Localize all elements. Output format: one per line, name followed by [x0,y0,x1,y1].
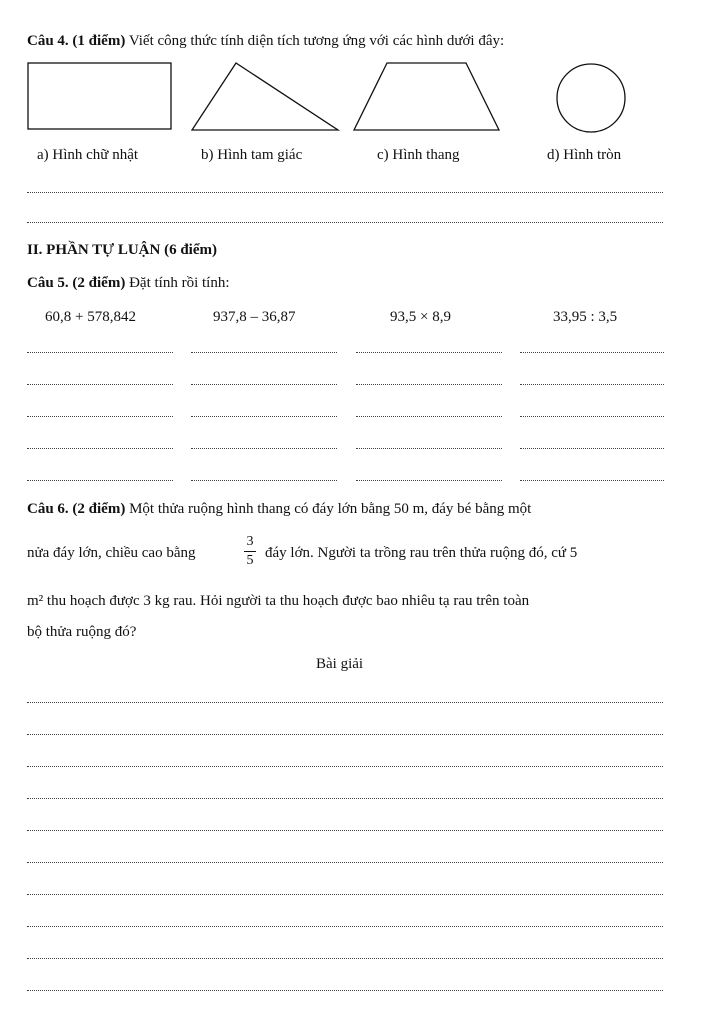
work-line [520,480,664,481]
q4-text: Viết công thức tính diện tích tương ứng với các hình dưới đây: [128,33,505,49]
q5-heading: Câu 5. (2 điểm) [27,275,126,291]
work-line [520,352,664,353]
fraction-bar [244,551,256,552]
solution-line [27,798,663,799]
work-line [356,448,502,449]
q6-line2-before: nửa đáy lớn, chiều cao bằng [27,545,196,561]
work-line [356,480,502,481]
expr-subtraction: 937,8 – 36,87 [213,309,296,325]
solution-line [27,894,663,895]
answer-line [27,222,663,223]
solution-title: Bài giải [316,656,364,672]
q4-heading: Câu 4. (1 điểm) [27,33,126,49]
answer-line [27,192,663,193]
solution-line [27,702,663,703]
expr-addition: 60,8 + 578,842 [45,309,136,325]
work-line [520,384,664,385]
q6-line4: bộ thửa ruộng đó? [27,624,137,640]
trapezoid-shape [354,63,499,130]
work-line [191,352,337,353]
fraction [244,535,256,568]
solution-line [27,958,663,959]
work-line [356,384,502,385]
solution-line [27,990,663,991]
work-line [27,448,173,449]
q6-line1-text: Một thửa ruộng hình thang có đáy lớn bằng 50 m, đáy bé bằng một [129,501,532,517]
work-line [191,480,337,481]
expr-division: 33,95 : 3,5 [553,309,618,325]
q6-line2-after: đáy lớn. Người ta trồng rau trên thửa ruộng đó, cứ 5 [265,545,578,561]
label-triangle: b) Hình tam giác [201,147,303,163]
triangle-shape [192,63,338,130]
part2-heading: II. PHẦN TỰ LUẬN (6 điểm) [27,242,217,258]
shapes-figure [0,0,717,200]
q6-heading: Câu 6. (2 điểm) [27,501,126,517]
work-line [27,416,173,417]
solution-line [27,862,663,863]
q6-line3: m² thu hoạch được 3 kg rau. Hỏi người ta thu hoạch được bao nhiêu tạ rau trên toàn [27,593,530,609]
work-line [520,448,664,449]
circle-shape [557,64,625,132]
solution-line [27,926,663,927]
work-line [356,416,502,417]
label-circle: d) Hình tròn [547,147,622,163]
q5-text: Đặt tính rồi tính: [129,275,230,291]
work-line [520,416,664,417]
q6-line1 [27,501,531,518]
work-line [191,384,337,385]
work-line [191,448,337,449]
work-line [191,416,337,417]
work-line [27,480,173,481]
solution-line [27,766,663,767]
solution-line [27,830,663,831]
fraction-numerator: 3 [246,534,254,549]
work-line [27,352,173,353]
rectangle-shape [28,63,171,129]
work-line [27,384,173,385]
label-trapezoid: c) Hình thang [377,147,460,163]
solution-line [27,734,663,735]
work-line [356,352,502,353]
label-rectangle: a) Hình chữ nhật [37,147,139,163]
fraction-denominator: 5 [246,553,254,568]
expr-multiplication: 93,5 × 8,9 [390,309,451,325]
q5-line [27,275,230,292]
